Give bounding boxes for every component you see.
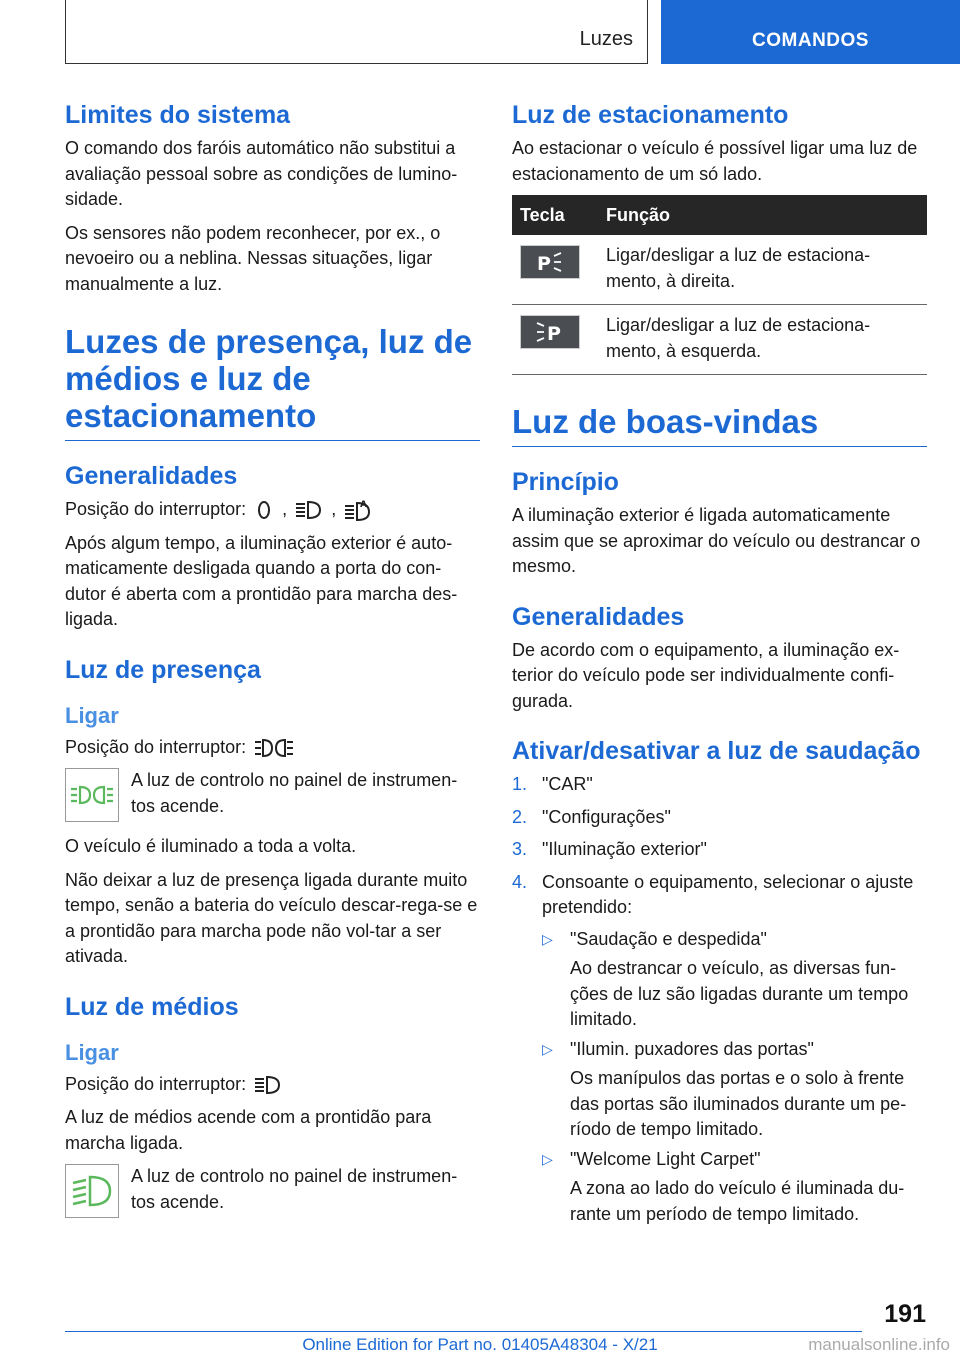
paragraph: A iluminação exterior é ligada automaticamente assim que se aproximar do veículo ou destrancar o mesmo. <box>512 505 921 576</box>
paragraph: De acordo com o equipamento, a iluminação ex-terior do veículo pode ser individualmente confi-gurada. <box>512 639 900 711</box>
telltale-box <box>65 1164 480 1218</box>
chapter-heading-lights: Luzes de presença, luz de médios e luz de estacionamento <box>65 323 473 434</box>
table-cell-function: Ligar/desligar a luz de estaciona-mento, à direita. <box>598 235 927 305</box>
list-item <box>512 772 927 798</box>
chapter-tab <box>661 0 960 64</box>
svg-text:A: A <box>360 500 368 511</box>
triangle-bullet-icon: ▷ <box>542 1150 553 1167</box>
chapter-heading-rule <box>512 403 927 447</box>
table-header-row <box>512 195 927 235</box>
options-list <box>542 927 927 1228</box>
telltale-box <box>65 768 480 822</box>
footer-rule <box>65 1331 862 1332</box>
switch-position-label: Posição do interruptor: <box>65 1073 247 1094</box>
step-number: 3. <box>512 839 528 859</box>
svg-text:P: P <box>537 253 551 273</box>
separator: , <box>331 499 337 519</box>
left-column <box>65 100 480 1230</box>
switch-position-label: Posição do interruptor: <box>65 499 247 519</box>
header-section-box <box>65 0 648 64</box>
list-item <box>512 805 927 831</box>
paragraph: Não deixar a luz de presença ligada durante muito tempo, senão a bateria do veículo descar-rega-se e a prontidão para marcha pode não vol-tar a ser ativada. <box>65 869 478 966</box>
paragraph: Os sensores não podem reconhecer, por ex., o nevoeiro ou a neblina. Nessas situações, ligar manualmente a luz. <box>65 222 441 294</box>
step-number: 1. <box>512 774 528 794</box>
low-beam-icon <box>294 499 324 521</box>
triangle-bullet-icon: ▷ <box>542 930 553 947</box>
heading-principle: Princípio <box>512 468 619 496</box>
option-item <box>542 927 927 1033</box>
option-description: A zona ao lado do veículo é iluminada du-rante um período de tempo limitado. <box>570 1178 905 1224</box>
paragraph: A luz de médios acende com a prontidão para marcha ligada. <box>65 1107 432 1153</box>
low-beam-indicator-icon <box>65 1164 119 1218</box>
heading-low-beam: Luz de médios <box>65 992 239 1021</box>
parking-light-table <box>512 195 927 375</box>
section-title: Luzes <box>579 28 633 50</box>
step-text: "Configurações" <box>542 806 671 827</box>
table-header: Função <box>598 195 927 235</box>
option-title: "Saudação e despedida" <box>570 928 767 949</box>
table-cell-key <box>512 235 598 305</box>
switch-position-line <box>65 1072 480 1098</box>
chapter-heading-welcome-light: Luz de boas-vindas <box>512 403 819 440</box>
switch-position-line <box>65 735 480 761</box>
option-description: Ao destrancar o veículo, as diversas fun-ções de luz são ligadas durante um tempo limitado. <box>570 958 909 1029</box>
table-row <box>512 235 927 305</box>
heading-activate-welcome-light: Ativar/desativar a luz de saudação <box>512 737 921 765</box>
option-description: Os manípulos das portas e o solo à frente das portas são iluminados durante um pe-ríodo de tempo limitado. <box>570 1068 907 1139</box>
list-item <box>512 837 927 863</box>
page-number: 191 <box>884 1300 926 1328</box>
heading-switch-on: Ligar <box>65 1039 119 1065</box>
right-column <box>512 100 927 1234</box>
side-light-icon <box>253 737 295 759</box>
option-item <box>542 1147 927 1228</box>
telltale-text: A luz de controlo no painel de instrumen-tos acende. <box>131 770 458 816</box>
switch-position-line <box>65 497 480 523</box>
step-text: "Iluminação exterior" <box>542 839 707 859</box>
light-off-icon <box>253 499 275 521</box>
separator: , <box>282 499 288 519</box>
paragraph: Após algum tempo, a iluminação exterior é auto-maticamente desligada quando a porta do con-dutor é aberta com a prontidão para marcha des-ligada. <box>65 532 458 629</box>
switch-position-label: Posição do interruptor: <box>65 736 247 757</box>
table-cell-function: Ligar/desligar a luz de estaciona-mento, à esquerda. <box>598 305 927 375</box>
triangle-bullet-icon: ▷ <box>542 1040 553 1057</box>
heading-switch-on: Ligar <box>65 702 119 728</box>
option-title: "Welcome Light Carpet" <box>570 1148 761 1169</box>
step-number: 4. <box>512 871 528 892</box>
footer-edition-text: Online Edition for Part no. 01405A48304 - X/21 <box>302 1335 658 1354</box>
heading-general: Generalidades <box>65 462 238 490</box>
paragraph: O comando dos faróis automático não substitui a avaliação pessoal sobre as condições de lumino-sidade. <box>65 138 458 209</box>
heading-system-limits: Limites do sistema <box>65 101 291 129</box>
paragraph: O veículo é iluminado a toda a volta. <box>65 836 357 856</box>
auto-headlight-icon <box>343 498 373 522</box>
step-number: 2. <box>512 806 528 827</box>
list-item <box>512 870 927 1228</box>
parking-left-key-icon <box>520 315 580 349</box>
heading-parking-light: Luz de presença <box>65 655 261 684</box>
watermark: manualsonline.info <box>808 1335 950 1354</box>
heading-general: Generalidades <box>512 602 685 631</box>
chapter-heading-rule <box>65 323 480 441</box>
table-row <box>512 305 927 375</box>
chapter-tab-label: COMANDOS <box>752 30 869 51</box>
table-cell-key <box>512 305 598 375</box>
option-title: "Ilumin. puxadores das portas" <box>570 1038 814 1059</box>
paragraph: Ao estacionar o veículo é possível ligar uma luz de estacionamento de um só lado. <box>512 138 918 184</box>
svg-text:P: P <box>547 323 561 343</box>
telltale-text: A luz de controlo no painel de instrumen-tos acende. <box>131 1166 458 1212</box>
heading-parking-light: Luz de estacionamento <box>512 101 789 129</box>
parking-light-indicator-icon <box>65 768 119 822</box>
table-header: Tecla <box>512 195 598 235</box>
option-item <box>542 1037 927 1143</box>
step-text: Consoante o equipamento, selecionar o ajuste pretendido: <box>542 871 914 917</box>
parking-right-key-icon <box>520 245 580 279</box>
step-text: "CAR" <box>542 774 593 794</box>
low-beam-icon <box>253 1074 283 1096</box>
steps-list <box>512 772 927 1227</box>
